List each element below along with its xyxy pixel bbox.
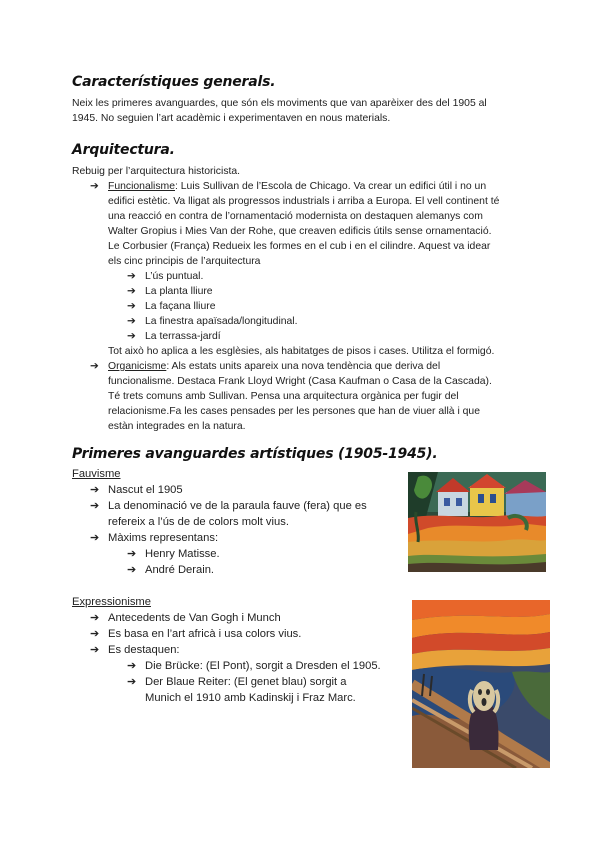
arrow-icon: ➔ [90, 500, 100, 512]
funcionalisme-line-5: Le Corbusier (França) Redueix les formes en el cub i en el cilindre. Aquest va idear [108, 241, 491, 252]
arrow-icon: ➔ [127, 564, 137, 576]
general-line-1: Neix les primeres avanguardes, que són els moviments que van aparèixer des del 1905 al [72, 98, 487, 109]
fauvisme-item: Màxims representans: [108, 532, 219, 544]
expressionisme-item: Es basa en l’art africà i usa colors vius. [108, 628, 302, 640]
organicisme-line-1: Organicisme: Als estats units apareix una nova tendència que deriva del [108, 361, 441, 372]
organicisme-line-4: relacionisme.Fa les cases pensades per les persones que han de viuer allà i que [108, 406, 480, 417]
principle-item: L’ús puntual. [145, 271, 204, 282]
principle-item: La finestra apaïsada/longitudinal. [145, 316, 298, 327]
heading-architecture: Arquitectura. [72, 142, 175, 158]
organicisme-line-3: Té trets comuns amb Sullivan. Pensa una arquitectura orgànica per fugir del [108, 391, 459, 402]
general-line-2: 1945. No seguien l’art acadèmic i experimentaven en nous materials. [72, 113, 391, 124]
arrow-icon: ➔ [90, 532, 100, 544]
architecture-intro: Rebuig per l’arquitectura historicista. [72, 166, 241, 177]
organicisme-line-2: funcionalisme. Destaca Frank Lloyd Wright (Casa Kaufman o Casa de la Cascada). [108, 376, 492, 387]
arrow-icon: ➔ [90, 628, 100, 640]
arrow-icon: ➔ [90, 361, 99, 372]
fauvist-painting-image [408, 472, 546, 572]
arrow-icon: ➔ [127, 316, 136, 327]
arrow-icon: ➔ [127, 676, 137, 688]
fauvisme-item-cont: refereix a l’ús de de colors molt vius. [108, 516, 289, 528]
funcionalisme-line-3: una reacció en contra de l’ornamentació modernista on destaquen alemanys com [108, 211, 483, 222]
expressionisme-label: Expressionisme [72, 596, 151, 608]
organicisme-line-5: estàn integrades en la natura. [108, 421, 246, 432]
fauvisme-label: Fauvisme [72, 468, 121, 480]
arrow-icon: ➔ [127, 548, 137, 560]
heading-general: Característiques generals. [72, 74, 276, 90]
funcionalisme-line-6: els cinc principis de l’arquitectura [108, 256, 261, 267]
arrow-icon: ➔ [90, 612, 100, 624]
fauvisme-item: Nascut el 1905 [108, 484, 183, 496]
principle-item: La terrassa-jardí [145, 331, 221, 342]
representative-item: André Derain. [145, 564, 215, 576]
expressionisme-item: Es destaquen: [108, 644, 180, 656]
fauvist-painting-illustration [408, 472, 546, 572]
arrow-icon: ➔ [90, 484, 100, 496]
organicisme-term: Organicisme [108, 361, 167, 372]
heading-avantgardes: Primeres avanguardes artístiques (1905-1945). [72, 446, 438, 462]
principle-item: La façana lliure [145, 301, 216, 312]
funcionalisme-line-2: edifici estètic. Va lligat als progressos industrials i arriba a Europa. El vell continent té [108, 196, 500, 207]
scream-painting-image [412, 600, 550, 768]
representative-item: Henry Matisse. [145, 548, 220, 560]
funcionalisme-line-4: Walter Gropius i Mies Van der Rohe, que creaven edificis útils sense ornamentació. [108, 226, 492, 237]
funcionalisme-line-1: Funcionalisme: Luis Sullivan de l’Escola de Chicago. Va crear un edifici útil i no un [108, 181, 487, 192]
group-item-cont: Munich el 1910 amb Kadinskij i Fraz Marc. [145, 692, 356, 704]
expressionisme-item: Antecedents de Van Gogh i Munch [108, 612, 281, 624]
scream-painting-illustration [412, 600, 550, 768]
arrow-icon: ➔ [90, 644, 100, 656]
arrow-icon: ➔ [127, 301, 136, 312]
group-item: Die Brücke: (El Pont), sorgit a Dresden el 1905. [145, 660, 381, 672]
arrow-icon: ➔ [127, 660, 137, 672]
principle-item: La planta lliure [145, 286, 213, 297]
group-item: Der Blaue Reiter: (El genet blau) sorgit a [145, 676, 347, 688]
fauvisme-item: La denominació ve de la paraula fauve (fera) que es [108, 500, 367, 512]
funcionalisme-note: Tot això ho aplica a les esglèsies, als habitatges de pisos i cases. Utilitza el formigó. [108, 346, 495, 357]
arrow-icon: ➔ [127, 271, 136, 282]
arrow-icon: ➔ [127, 331, 136, 342]
arrow-icon: ➔ [90, 181, 99, 192]
arrow-icon: ➔ [127, 286, 136, 297]
funcionalisme-term: Funcionalisme [108, 181, 175, 192]
